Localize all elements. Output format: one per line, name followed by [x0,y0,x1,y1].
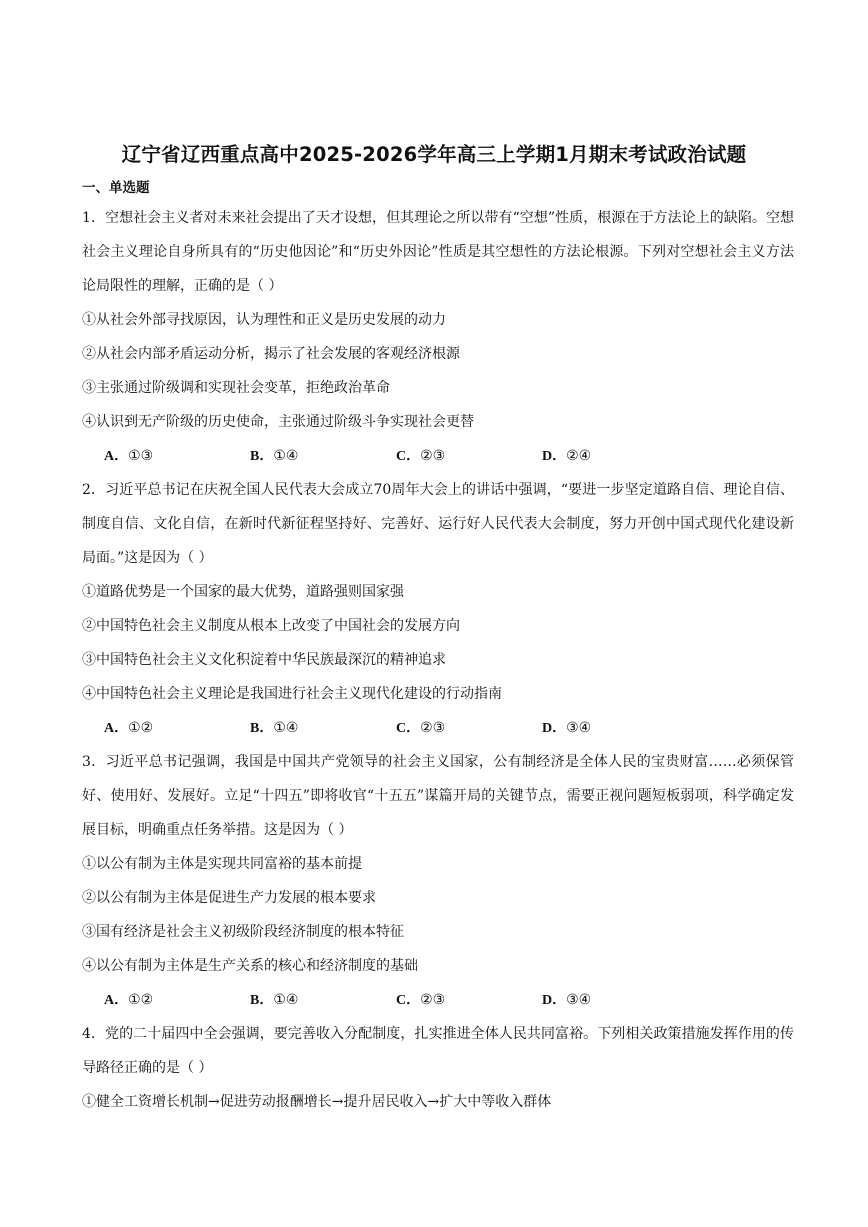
question-stem: 2．习近平总书记在庆祝全国人民代表大会成立70周年大会上的讲话中强调，“要进一步坚定道路自信、理论自信、制度自信、文化自信，在新时代新征程坚持好、完善好、运行好人民代表大会制度，努力开创中国式现代化建设新局面。”这是因为（ ） [82,482,794,566]
choice-letter: B． [250,721,274,736]
choice-letter: A． [104,449,129,464]
choice-text: ①③ [128,448,154,464]
statement-option: ①道路优势是一个国家的最大优势，道路强则国家强 [82,584,404,600]
statement-option: ②从社会内部矛盾运动分析，揭示了社会发展的客观经济根源 [82,346,460,362]
choice-letter: B． [250,993,274,1008]
choice-letter: C． [396,449,421,464]
answer-choice[interactable] [542,439,688,473]
answer-choice[interactable] [104,439,250,473]
choice-letter: D． [542,449,567,464]
answer-choice[interactable] [104,711,250,745]
answer-choice[interactable] [250,711,396,745]
question-list [82,201,794,1119]
choice-text: ①④ [273,720,299,736]
answer-choices [82,711,794,745]
statement-option: ②中国特色社会主义制度从根本上改变了中国社会的发展方向 [82,618,460,634]
choice-letter: D． [542,721,567,736]
answer-choice[interactable] [250,439,396,473]
answer-choice[interactable] [250,983,396,1017]
choice-text: ①④ [273,992,299,1008]
question-stem: 1．空想社会主义者对未来社会提出了天才设想，但其理论之所以带有“空想”性质，根源在于方法论上的缺陷。空想社会主义理论自身所具有的“历史他因论”和“历史外因论”性质是其空想性的方法论根源。下列对空想社会主义方法论局限性的理解，正确的是（ ） [82,210,794,294]
statement-option: ③国有经济是社会主义初级阶段经济制度的根本特征 [82,924,404,940]
choice-text: ③④ [566,992,592,1008]
statement-option: ①从社会外部寻找原因，认为理性和正义是历史发展的动力 [82,312,446,328]
page-title: 辽宁省辽西重点高中2025-2026学年高三上学期1月期末考试政治试题 [121,143,747,166]
answer-choice[interactable] [542,983,688,1017]
question-block [82,1017,794,1119]
question-stem: 3．习近平总书记强调，我国是中国共产党领导的社会主义国家，公有制经济是全体人民的宝贵财富……必须保管好、使用好、发展好。立足“十四五”即将收官“十五五”谋篇开局的关键节点，需要正视问题短板弱项，科学确定发展目标，明确重点任务举措。这是因为（ ） [82,754,794,838]
statement-option: ④认识到无产阶级的历史使命，主张通过阶级斗争实现社会更替 [82,414,474,430]
choice-text: ③④ [566,720,592,736]
answer-choice[interactable] [396,983,542,1017]
answer-choice[interactable] [396,711,542,745]
answer-choices [82,983,794,1017]
choice-letter: B． [250,449,274,464]
choice-text: ①② [128,992,154,1008]
choice-text: ②③ [420,448,446,464]
choice-text: ②④ [566,448,592,464]
choice-letter: A． [104,993,129,1008]
statement-option: ①以公有制为主体是实现共同富裕的基本前提 [82,856,362,872]
choice-text: ①④ [273,448,299,464]
choice-letter: A． [104,721,129,736]
question-block [82,473,794,745]
choice-text: ②③ [420,720,446,736]
statement-option: ③主张通过阶级调和实现社会变革，拒绝政治革命 [82,380,390,396]
statement-option: ②以公有制为主体是促进生产力发展的根本要求 [82,890,376,906]
answer-choice[interactable] [396,439,542,473]
choice-letter: C． [396,721,421,736]
statement-option: ③中国特色社会主义文化积淀着中华民族最深沉的精神追求 [82,652,446,668]
answer-choice[interactable] [104,983,250,1017]
answer-choices [82,439,794,473]
statement-option: ①健全工资增长机制→促进劳动报酬增长→提升居民收入→扩大中等收入群体 [82,1094,552,1110]
choice-letter: C． [396,993,421,1008]
choice-text: ①② [128,720,154,736]
answer-choice[interactable] [542,711,688,745]
statement-option: ④中国特色社会主义理论是我国进行社会主义现代化建设的行动指南 [82,686,502,702]
question-block [82,745,794,1017]
choice-letter: D． [542,993,567,1008]
section-heading: 一、单选题 [82,180,150,196]
question-block [82,201,794,473]
statement-option: ④以公有制为主体是生产关系的核心和经济制度的基础 [82,958,418,974]
choice-text: ②③ [420,992,446,1008]
question-stem: 4．党的二十届四中全会强调，要完善收入分配制度，扎实推进全体人民共同富裕。下列相关政策措施发挥作用的传导路径正确的是（ ） [82,1026,794,1076]
